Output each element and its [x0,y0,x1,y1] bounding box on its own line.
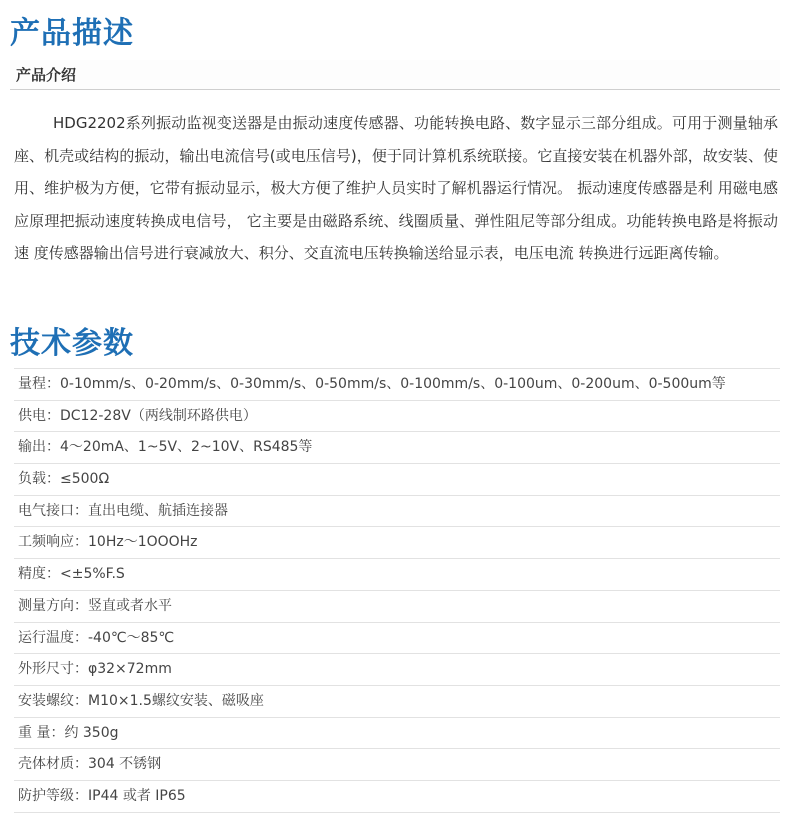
spec-row-mounting-thread: 安装螺纹：M10×1.5螺纹安装、磁吸座 [14,686,780,718]
spec-row-housing-material: 壳体材质：304 不锈钢 [14,749,780,781]
spec-row-electrical-interface: 电气接口：直出电缆、航插连接器 [14,496,780,528]
product-intro-header: 产品介绍 [10,60,780,90]
technical-specs-title: 技术参数 [10,326,134,361]
spec-row-dimensions: 外形尺寸：φ32×72mm [14,654,780,686]
spec-row-measure-direction: 测量方向：竖直或者水平 [14,591,780,623]
spec-row-range: 量程：0-10mm/s、0-20mm/s、0-30mm/s、0-50mm/s、0-100mm/s、0-100um、0-200um、0-500um等 [14,369,780,401]
spec-row-weight: 重 量：约 350g [14,718,780,750]
product-intro-text: HDG2202系列振动监视变送器是由振动速度传感器、功能转换电路、数字显示三部分组成。可用于测量轴承座、机壳或结构的振动，输出电流信号(或电压信号)，便于同计算机系统联接。它直接安装在机器外部，故安装、使用、维护极为方便，它带有振动显示，极大方便了维护人员实时了解机器运行情况。 振动速度传感器是利 用磁电感应原理把振动速度转换成电信号， 它主要是由磁路系统、线圈质量、弹性阻尼等部分组成。功能转换电路是将振动速 度传感器输出信号进行衰减放大、积分、交直流电压转换输送给显示表，电压电流 转换进行远距离传输。 [14,114,778,262]
spec-row-load: 负载：≤500Ω [14,464,780,496]
product-description-title: 产品描述 [10,16,134,51]
spec-row-operating-temperature: 运行温度：-40℃～85℃ [14,623,780,655]
spec-row-protection-level: 防护等级：IP44 或者 IP65 [14,781,780,813]
spec-row-output: 输出：4～20mA、1~5V、2~10V、RS485等 [14,432,780,464]
spec-row-power: 供电：DC12-28V（两线制环路供电） [14,401,780,433]
spec-row-accuracy: 精度：<±5%F.S [14,559,780,591]
spec-table [14,368,780,813]
spec-row-frequency-response: 工频响应：10Hz～1OOOHz [14,527,780,559]
